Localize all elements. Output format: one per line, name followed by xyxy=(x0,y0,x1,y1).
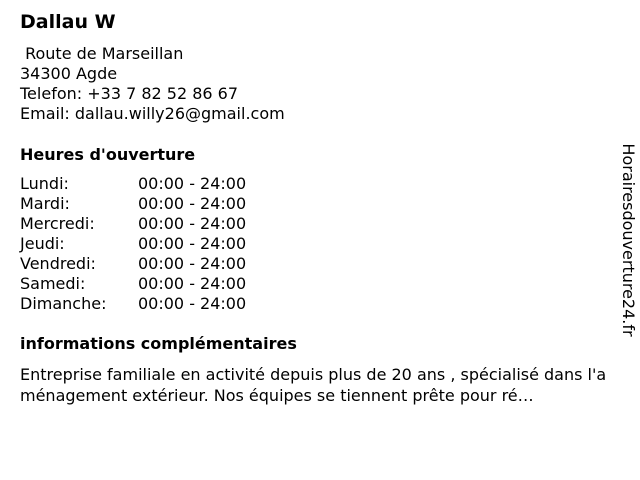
day-label: Mercredi: xyxy=(20,214,95,233)
email-address: Email: dallau.willy26@gmail.com xyxy=(20,104,285,123)
day-label: Mardi: xyxy=(20,194,70,213)
day-label: Samedi: xyxy=(20,274,86,293)
time-range: 00:00 - 24:00 xyxy=(138,214,247,233)
city-postcode: 34300 Agde xyxy=(20,64,118,83)
phone-number: Telefon: +33 7 82 52 86 67 xyxy=(20,84,239,103)
day-label: Lundi: xyxy=(20,174,69,193)
hours-row-saturday xyxy=(20,274,280,294)
hours-row-friday xyxy=(20,254,280,274)
time-range: 00:00 - 24:00 xyxy=(138,174,247,193)
business-name: Dallau W xyxy=(20,11,116,33)
additional-info-heading: informations complémentaires xyxy=(20,334,297,353)
hours-row-wednesday xyxy=(20,214,280,234)
time-range: 00:00 - 24:00 xyxy=(138,234,247,253)
contact-block xyxy=(20,44,285,124)
hours-row-sunday xyxy=(20,294,280,314)
hours-row-tuesday xyxy=(20,194,280,214)
hours-row-thursday xyxy=(20,234,280,254)
day-label: Jeudi: xyxy=(20,234,65,253)
time-range: 00:00 - 24:00 xyxy=(138,274,247,293)
site-watermark: Horairesdouverture24.fr xyxy=(619,143,638,337)
opening-hours-table xyxy=(20,174,280,314)
time-range: 00:00 - 24:00 xyxy=(138,254,247,273)
business-description: Entreprise familiale en activité depuis plus de 20 ans , spécialisé dans l'aménagement extérieur. Nos équipes se tiennent prête pour ré… xyxy=(20,365,607,405)
day-label: Vendredi: xyxy=(20,254,96,273)
street-address: Route de Marseillan xyxy=(20,44,184,63)
day-label: Dimanche: xyxy=(20,294,107,313)
time-range: 00:00 - 24:00 xyxy=(138,194,247,213)
time-range: 00:00 - 24:00 xyxy=(138,294,247,313)
opening-hours-heading: Heures d'ouverture xyxy=(20,145,196,164)
hours-row-monday xyxy=(20,174,280,194)
